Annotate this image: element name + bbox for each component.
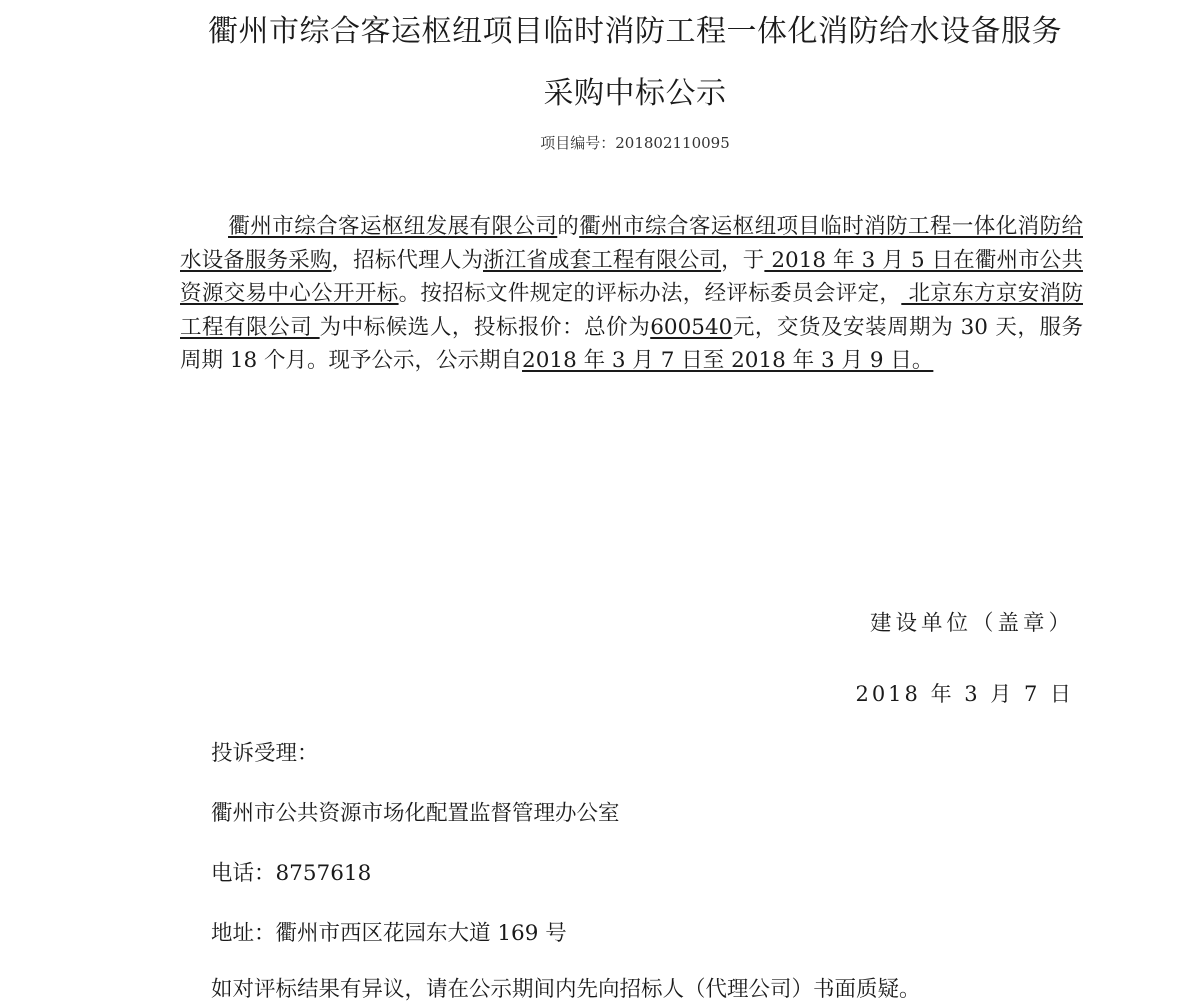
complaint-notice: 如对评标结果有异议，请在公示期间内先向招标人（代理公司）书面质疑。: [211, 977, 921, 1002]
complaint-address: 地址：衢州市西区花园东大道 169 号: [211, 921, 567, 946]
agent-name: 浙江省成套工程有限公司: [483, 247, 722, 273]
text-bid: 为中标候选人，投标报价：总价为: [319, 314, 651, 340]
title-line-1: 衢州市综合客运枢纽项目临时消防工程一体化消防给水设备服务: [208, 14, 1062, 49]
signature-unit: 建设单位（盖章）: [869, 611, 1074, 636]
text-of: 的: [557, 214, 580, 239]
text-agent-intro: ，招标代理人为: [331, 247, 483, 273]
purchaser-name: 衢州市综合客运枢纽发展有限公司: [228, 214, 558, 239]
bid-price: 600540: [650, 314, 733, 340]
winner-name: 北京东方京安消防工程有限公司: [180, 281, 1083, 340]
signature-date: 2018 年 3 月 7 日: [855, 682, 1074, 706]
complaint-heading: 投诉受理：: [211, 741, 319, 766]
announcement-paragraph: [180, 210, 1083, 378]
text-on: ，于: [721, 247, 765, 273]
title-line-2: 采购中标公示: [543, 76, 727, 111]
opening-date-place: 2018 年 3 月 5 日在衢州市公共资源交易中心公开开标: [180, 247, 1083, 306]
text-terms: 元，交货及安装周期为 30 天，服务周期 18 个月。现予公示，公示期自: [180, 314, 1083, 373]
project-number: 项目编号：201802110095: [540, 134, 730, 152]
text-evaluation: 。按招标文件规定的评标办法，经评标委员会评定，: [398, 281, 902, 306]
complaint-office: 衢州市公共资源市场化配置监督管理办公室: [211, 801, 620, 826]
publicity-period: 2018 年 3 月 7 日至 2018 年 3 月 9 日。: [522, 348, 934, 373]
project-name: 衢州市综合客运枢纽项目临时消防工程一体化消防给水设备服务采购: [180, 214, 1083, 273]
complaint-phone: 电话：8757618: [211, 861, 372, 886]
